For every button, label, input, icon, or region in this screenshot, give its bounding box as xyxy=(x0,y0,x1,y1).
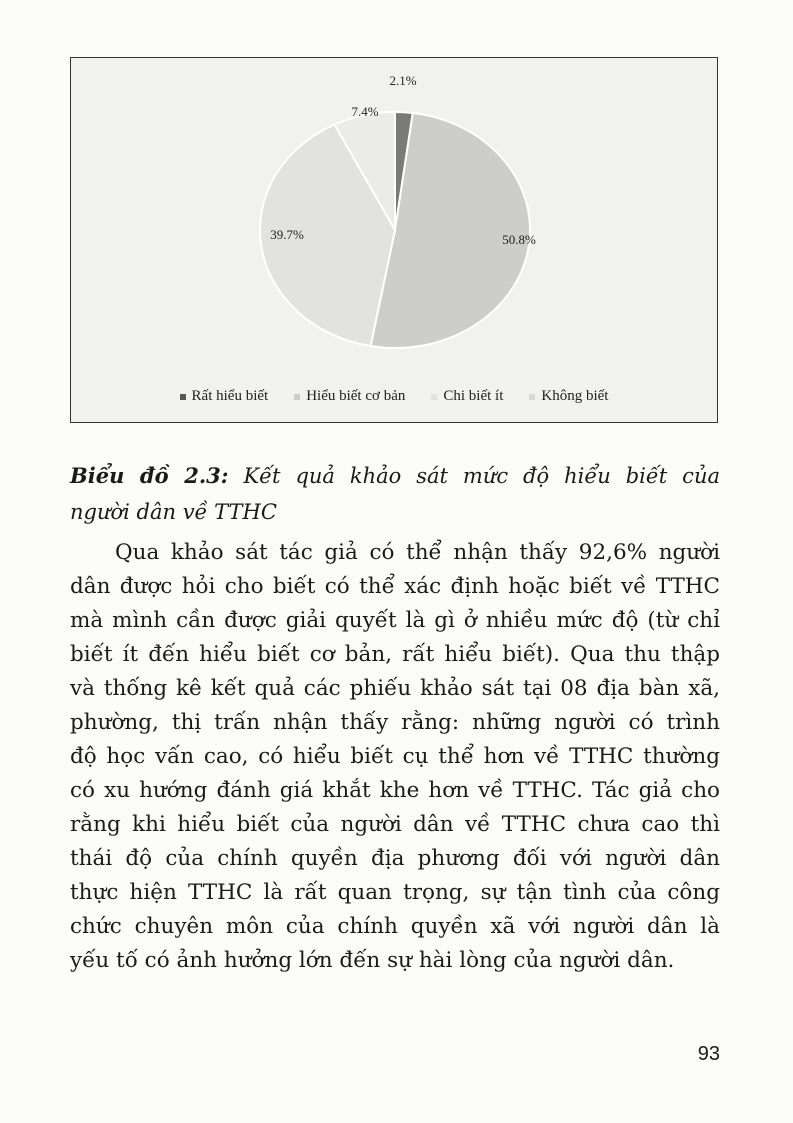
paragraph-line: mà mình cần được giải quyết là gì ở nhiều mức độ (từ chỉ xyxy=(70,608,720,633)
figure-caption xyxy=(70,458,720,530)
caption-text-1: Kết quả khảo sát mức độ hiểu biết của xyxy=(243,464,720,488)
paragraph-line: yếu tố có ảnh hưởng lớn đến sự hài lòng của người dân. xyxy=(70,948,675,973)
caption-label: Biểu đồ 2.3: xyxy=(70,463,229,488)
legend-item xyxy=(180,388,269,405)
paragraph-line: rằng khi hiểu biết của người dân về TTHC chưa cao thì xyxy=(70,812,720,837)
legend-item xyxy=(294,388,405,405)
paragraph-line: dân được hỏi cho biết có thể xác định hoặc biết về TTHC xyxy=(70,574,720,599)
page-number: 93 xyxy=(697,1043,720,1065)
paragraph-line: độ học vấn cao, có hiểu biết cụ thể hơn về TTHC thường xyxy=(70,744,720,769)
pie-plot xyxy=(71,58,717,388)
legend-label: Rất hiểu biết xyxy=(191,388,269,404)
paragraph-line: biết ít đến hiểu biết cơ bản, rất hiểu biết). Qua thu thập xyxy=(70,642,720,667)
slice-data-label: 39.7% xyxy=(270,227,304,242)
paragraph-line: Qua khảo sát tác giả có thể nhận thấy 92,6% người xyxy=(115,540,720,565)
body-paragraph xyxy=(70,536,720,978)
chart-legend xyxy=(71,388,717,405)
paragraph-line: thực hiện TTHC là rất quan trọng, sự tận tình của công xyxy=(70,880,720,905)
legend-label: Không biết xyxy=(541,388,609,404)
paragraph-line: chức chuyên môn của chính quyền xã với người dân là xyxy=(70,914,720,939)
legend-swatch-icon xyxy=(294,394,300,400)
paragraph-line: có xu hướng đánh giá khắt khe hơn về TTHC. Tác giả cho xyxy=(70,778,720,803)
slice-data-label: 2.1% xyxy=(389,73,417,88)
legend-label: Chi biết ít xyxy=(443,388,504,404)
paragraph-line: phường, thị trấn nhận thấy rằng: những người có trình xyxy=(70,710,720,735)
paragraph-line: thái độ của chính quyền địa phương đối với người dân xyxy=(70,846,720,871)
slice-data-label: 7.4% xyxy=(351,104,379,119)
legend-swatch-icon xyxy=(180,394,186,400)
legend-label: Hiểu biết cơ bản xyxy=(306,388,406,404)
caption-text-2: người dân về TTHC xyxy=(70,500,277,524)
legend-swatch-icon xyxy=(529,394,535,400)
paragraph-line: và thống kê kết quả các phiếu khảo sát tại 08 địa bàn xã, xyxy=(70,676,720,701)
slice-data-label: 50.8% xyxy=(502,232,536,247)
legend-item xyxy=(529,388,608,405)
pie-chart xyxy=(70,57,718,423)
legend-swatch-icon xyxy=(431,394,437,400)
legend-item xyxy=(431,388,503,405)
